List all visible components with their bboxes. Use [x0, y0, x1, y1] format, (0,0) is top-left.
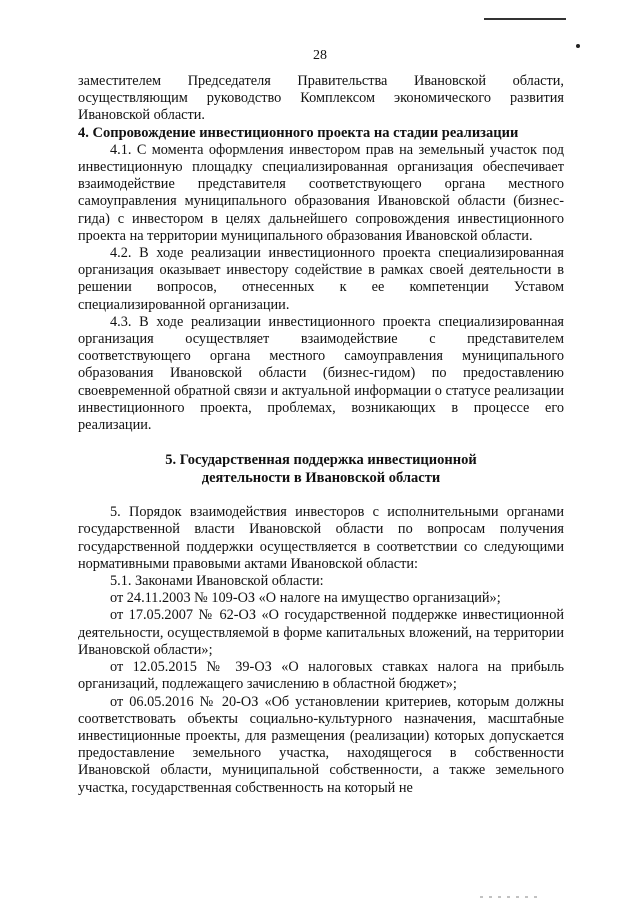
law-item-2015: от 12.05.2015 № 39-ОЗ «О налоговых ставках налога на прибыль организаций, подлежащего зачислению в областной бюджет»; [78, 659, 564, 693]
section-5-heading-line-2: деятельности в Ивановской области [201, 470, 441, 487]
intro-paragraph: заместителем Председателя Правительства Ивановской области, осуществляющим руководство Комплексом экономического развития Ивановской области. [78, 73, 564, 124]
paragraph-4-3: 4.3. В ходе реализации инвестиционного проекта специализированная организация осуществляет взаимодействие с представителем соответствующего органа местного самоуправления муниципального образования Ивановской области (бизнес-гидом) по предоставлению своевременной обратной связи и актуальной информации о статусе реализации инвестиционного проекта, проблемах, возникающих в процессе его реализации. [78, 313, 564, 434]
section-4-heading: 4. Сопровождение инвестиционного проекта на стадии реализации [78, 124, 519, 141]
paragraph-4-1: 4.1. С момента оформления инвестором прав на земельный участок под инвестиционную площадку специализированная организация обеспечивает взаимодействие представителя соответствующего органа местного самоуправления муниципального образования Ивановской области (бизнес-гида) с инвестором в целях дальнейшего сопровождения инвестиционного проекта на территории муниципального образования Ивановской области. [78, 141, 564, 244]
paragraph-5: 5. Порядок взаимодействия инвесторов с исполнительными органами государственной власти Ивановской области по вопросам получения государственной поддержки осуществляется в соответствии со следующими нормативными правовыми актами Ивановской области: [78, 504, 564, 572]
paragraph-5-1: 5.1. Законами Ивановской области: [110, 573, 324, 590]
document-body [78, 73, 564, 797]
page-number: 28 [313, 48, 327, 63]
section-5-heading-line-1: 5. Государственная поддержка инвестиционной [165, 452, 477, 469]
section-5-heading [78, 451, 564, 487]
law-item-2016: от 06.05.2016 № 20-ОЗ «Об установлении критериев, которым должны соответствовать объекты социально-культурного назначения, масштабные инвестиционные проекты, для размещения (реализации) которых допускается предоставление земельного участка, находящегося в собственности Ивановской области, муниципальной собственности, а также земельного участка, государственная собственность на который не [78, 693, 564, 796]
law-item-2003: от 24.11.2003 № 109-ОЗ «О налоге на имущество организаций»; [110, 590, 501, 607]
law-item-2007: от 17.05.2007 № 62-ОЗ «О государственной поддержке инвестиционной деятельности, осуществляемой в форме капитальных вложений, на территории Ивановской области»; [78, 607, 564, 658]
scan-artifact-specks [480, 896, 540, 898]
paragraph-4-2: 4.2. В ходе реализации инвестиционного проекта специализированная организация оказывает инвестору содействие в рамках своей деятельности в решении вопросов, отнесенных к ее компетенции Уставом специализированной организации. [78, 245, 564, 313]
scan-artifact-line [484, 18, 566, 20]
